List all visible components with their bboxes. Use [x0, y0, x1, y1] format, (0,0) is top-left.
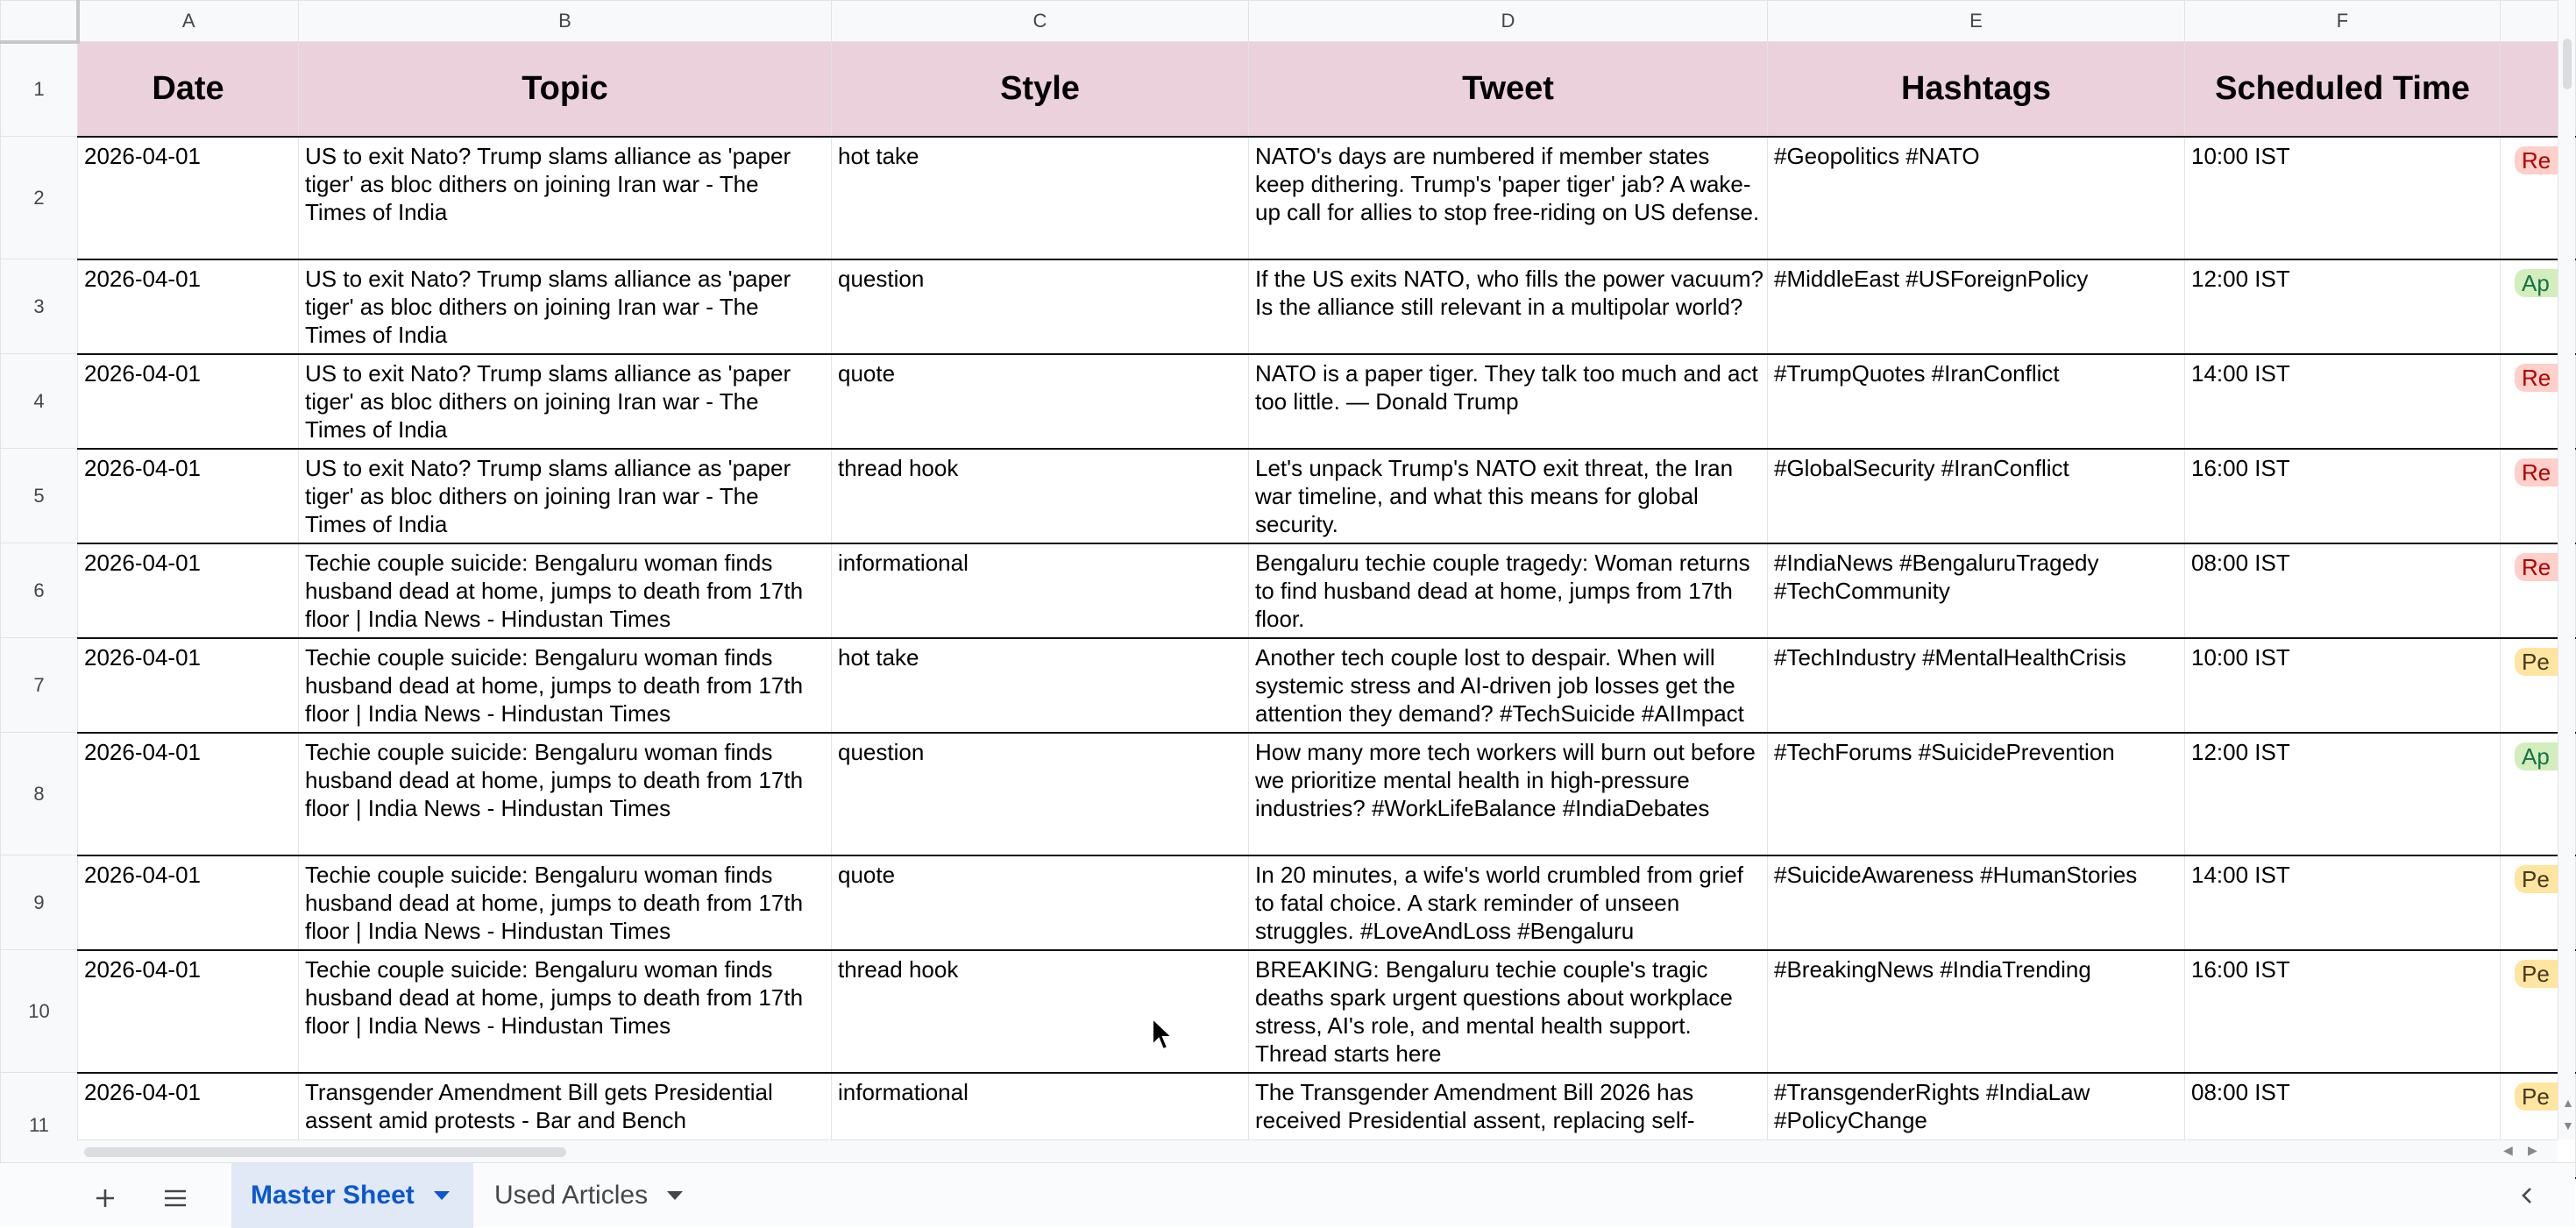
column-header-c[interactable]: C: [832, 1, 1249, 42]
row-header[interactable]: 7: [1, 638, 78, 733]
table-row: [1, 733, 2576, 855]
cell-scheduled-time[interactable]: 10:00 IST: [2185, 137, 2501, 259]
cell-topic[interactable]: Techie couple suicide: Bengaluru woman finds husband dead at home, jumps to death from 17th floor | India News - Hindustan Times: [299, 638, 832, 733]
status-chip[interactable]: Ap: [2515, 269, 2567, 297]
status-chip[interactable]: Re: [2515, 146, 2567, 174]
cell-hashtags[interactable]: #SuicideAwareness #HumanStories: [1768, 855, 2185, 950]
cell-style[interactable]: question: [832, 259, 1249, 354]
column-header-e[interactable]: E: [1768, 1, 2185, 42]
cell-topic[interactable]: Techie couple suicide: Bengaluru woman finds husband dead at home, jumps to death from 17th floor | India News - Hindustan Times: [299, 733, 832, 855]
table-row: [1, 543, 2576, 638]
all-sheets-button[interactable]: [158, 1181, 193, 1216]
row-header[interactable]: 4: [1, 354, 78, 449]
cell-style[interactable]: thread hook: [832, 950, 1249, 1073]
row-header[interactable]: 11: [1, 1073, 78, 1178]
mouse-pointer-icon: [1151, 1017, 1177, 1054]
cell-scheduled-time[interactable]: 12:00 IST: [2185, 733, 2501, 855]
tab-master-sheet[interactable]: [231, 1163, 473, 1228]
cell-hashtags[interactable]: #TechIndustry #MentalHealthCrisis: [1768, 638, 2185, 733]
cell-topic[interactable]: Transgender Amendment Bill gets Presidential assent amid protests - Bar and Bench: [299, 1073, 832, 1178]
cell-scheduled-time[interactable]: 12:00 IST: [2185, 259, 2501, 354]
row-header[interactable]: 2: [1, 137, 78, 259]
cell-scheduled-time[interactable]: 14:00 IST: [2185, 855, 2501, 950]
cell-topic[interactable]: Techie couple suicide: Bengaluru woman finds husband dead at home, jumps to death from 17th floor | India News - Hindustan Times: [299, 950, 832, 1073]
row-header[interactable]: 6: [1, 543, 78, 638]
cell-date[interactable]: 2026-04-01: [78, 855, 299, 950]
cell-hashtags[interactable]: #TechForums #SuicidePrevention: [1768, 733, 2185, 855]
table-row: [1, 638, 2576, 733]
horizontal-scrollbar-thumb[interactable]: [84, 1147, 566, 1157]
cell-tweet[interactable]: The Transgender Amendment Bill 2026 has received Presidential assent, replacing self-: [1249, 1073, 1768, 1178]
tab-used-articles[interactable]: [475, 1163, 710, 1228]
cell-scheduled-time[interactable]: 16:00 IST: [2185, 950, 2501, 1073]
row-header[interactable]: 8: [1, 733, 78, 855]
header-style[interactable]: Style: [832, 42, 1249, 137]
select-all-corner[interactable]: [1, 1, 78, 42]
cell-date[interactable]: 2026-04-01: [78, 1073, 299, 1178]
cell-tweet[interactable]: If the US exits NATO, who fills the power vacuum? Is the alliance still relevant in a multipolar world?: [1249, 259, 1768, 354]
header-date[interactable]: Date: [78, 42, 299, 137]
table-row: [1, 449, 2576, 543]
cell-date[interactable]: 2026-04-01: [78, 638, 299, 733]
table-row: [1, 855, 2576, 950]
row-header[interactable]: 1: [1, 42, 78, 137]
cell-date[interactable]: 2026-04-01: [78, 543, 299, 638]
row-header[interactable]: 10: [1, 950, 78, 1073]
collapse-sidebar-button[interactable]: [2514, 1182, 2540, 1209]
cell-topic[interactable]: US to exit Nato? Trump slams alliance as 'paper tiger' as bloc dithers on joining Iran war - The Times of India: [299, 137, 832, 259]
cell-tweet[interactable]: Bengaluru techie couple tragedy: Woman returns to find husband dead at home, jumps from 17th floor.: [1249, 543, 1768, 638]
chevron-left-icon: [2514, 1182, 2540, 1209]
cell-style[interactable]: question: [832, 733, 1249, 855]
row-header[interactable]: 3: [1, 259, 78, 354]
row-header[interactable]: 5: [1, 449, 78, 543]
cell-tweet[interactable]: BREAKING: Bengaluru techie couple's tragic deaths spark urgent questions about workplace stress, AI's role, and mental health support. Thread starts here: [1249, 950, 1768, 1073]
add-sheet-button[interactable]: [88, 1181, 123, 1216]
header-hashtags[interactable]: Hashtags: [1768, 42, 2185, 137]
cell-scheduled-time[interactable]: 08:00 IST: [2185, 1073, 2501, 1178]
row-header[interactable]: 9: [1, 855, 78, 950]
cell-hashtags[interactable]: #IndiaNews #BengaluruTragedy #TechCommunity: [1768, 543, 2185, 638]
scroll-left-arrow-icon[interactable]: ◀: [2503, 1143, 2513, 1157]
cell-hashtags[interactable]: #TrumpQuotes #IranConflict: [1768, 354, 2185, 449]
header-topic[interactable]: Topic: [299, 42, 832, 137]
scroll-right-arrow-icon[interactable]: ▶: [2528, 1143, 2537, 1157]
cell-topic[interactable]: US to exit Nato? Trump slams alliance as 'paper tiger' as bloc dithers on joining Iran war - The Times of India: [299, 259, 832, 354]
column-header-b[interactable]: B: [299, 1, 832, 42]
horizontal-scrollbar[interactable]: [77, 1139, 2558, 1162]
status-chip[interactable]: Pe: [2515, 960, 2567, 988]
chevron-down-icon[interactable]: [434, 1191, 450, 1200]
cell-scheduled-time[interactable]: 14:00 IST: [2185, 354, 2501, 449]
menu-icon: [158, 1181, 193, 1216]
cell-hashtags[interactable]: #MiddleEast #USForeignPolicy: [1768, 259, 2185, 354]
cell-style[interactable]: quote: [832, 354, 1249, 449]
status-chip[interactable]: Pe: [2515, 648, 2567, 676]
cell-hashtags[interactable]: #TransgenderRights #IndiaLaw #PolicyChange: [1768, 1073, 2185, 1178]
cell-hashtags[interactable]: #BreakingNews #IndiaTrending: [1768, 950, 2185, 1073]
cell-tweet[interactable]: How many more tech workers will burn out before we prioritize mental health in high-pressure industries? #WorkLifeBalance #IndiaDebates: [1249, 733, 1768, 855]
cell-tweet[interactable]: Another tech couple lost to despair. When will systemic stress and AI-driven job losses get the attention they demand? #TechSuicide #AIImpact: [1249, 638, 1768, 733]
cell-date[interactable]: 2026-04-01: [78, 137, 299, 259]
scroll-down-arrow-icon[interactable]: ▼: [2562, 1118, 2574, 1132]
cell-style[interactable]: hot take: [832, 638, 1249, 733]
cell-topic[interactable]: US to exit Nato? Trump slams alliance as 'paper tiger' as bloc dithers on joining Iran war - The Times of India: [299, 354, 832, 449]
cell-tweet[interactable]: Let's unpack Trump's NATO exit threat, the Iran war timeline, and what this means for global security.: [1249, 449, 1768, 543]
cell-tweet[interactable]: NATO's days are numbered if member states keep dithering. Trump's 'paper tiger' jab? A wake-up call for allies to stop free-riding on US defense.: [1249, 137, 1768, 259]
table-row: [1, 950, 2576, 1073]
table-row: [1, 354, 2576, 449]
cell-date[interactable]: 2026-04-01: [78, 354, 299, 449]
cell-topic[interactable]: US to exit Nato? Trump slams alliance as 'paper tiger' as bloc dithers on joining Iran war - The Times of India: [299, 449, 832, 543]
cell-style[interactable]: quote: [832, 855, 1249, 950]
cell-scheduled-time[interactable]: 16:00 IST: [2185, 449, 2501, 543]
chevron-down-icon[interactable]: [667, 1191, 683, 1200]
cell-style[interactable]: hot take: [832, 137, 1249, 259]
cell-date[interactable]: 2026-04-01: [78, 259, 299, 354]
cell-hashtags[interactable]: #GlobalSecurity #IranConflict: [1768, 449, 2185, 543]
plus-icon: [88, 1181, 123, 1216]
cell-scheduled-time[interactable]: 10:00 IST: [2185, 638, 2501, 733]
column-header-d[interactable]: D: [1249, 1, 1768, 42]
status-chip[interactable]: Re: [2515, 553, 2567, 581]
status-chip[interactable]: Re: [2515, 458, 2567, 486]
cell-tweet[interactable]: NATO is a paper tiger. They talk too much and act too little. — Donald Trump: [1249, 354, 1768, 449]
status-chip[interactable]: Ap: [2515, 742, 2567, 770]
scroll-up-arrow-icon[interactable]: ▲: [2562, 1096, 2574, 1110]
header-scheduled-time[interactable]: Scheduled Time: [2185, 42, 2501, 137]
cell-style[interactable]: informational: [832, 1073, 1249, 1178]
header-tweet[interactable]: Tweet: [1249, 42, 1768, 137]
cell-topic[interactable]: Techie couple suicide: Bengaluru woman finds husband dead at home, jumps to death from 17th floor | India News - Hindustan Times: [299, 855, 832, 950]
column-header-a[interactable]: A: [78, 1, 299, 42]
status-chip[interactable]: Pe: [2515, 865, 2567, 893]
cell-topic[interactable]: Techie couple suicide: Bengaluru woman finds husband dead at home, jumps to death from 17th floor | India News - Hindustan Times: [299, 543, 832, 638]
tab-label: Master Sheet: [251, 1181, 415, 1210]
cell-tweet[interactable]: In 20 minutes, a wife's world crumbled from grief to fatal choice. A stark reminder of unseen struggles. #LoveAndLoss #Bengaluru: [1249, 855, 1768, 950]
cell-hashtags[interactable]: #Geopolitics #NATO: [1768, 137, 2185, 259]
cell-style[interactable]: thread hook: [832, 449, 1249, 543]
sheet-tab-bar: [0, 1162, 2575, 1227]
tab-label: Used Articles: [494, 1181, 649, 1210]
vertical-scrollbar-thumb[interactable]: [2563, 39, 2572, 89]
cell-date[interactable]: 2026-04-01: [78, 733, 299, 855]
cell-date[interactable]: 2026-04-01: [78, 449, 299, 543]
status-chip[interactable]: Pe: [2515, 1082, 2567, 1111]
status-chip[interactable]: Re: [2515, 364, 2567, 392]
column-header-f[interactable]: F: [2185, 1, 2501, 42]
table-row: [1, 259, 2576, 354]
cell-scheduled-time[interactable]: 08:00 IST: [2185, 543, 2501, 638]
cell-style[interactable]: informational: [832, 543, 1249, 638]
vertical-scrollbar[interactable]: [2558, 0, 2575, 1139]
table-row: [1, 137, 2576, 259]
cell-date[interactable]: 2026-04-01: [78, 950, 299, 1073]
